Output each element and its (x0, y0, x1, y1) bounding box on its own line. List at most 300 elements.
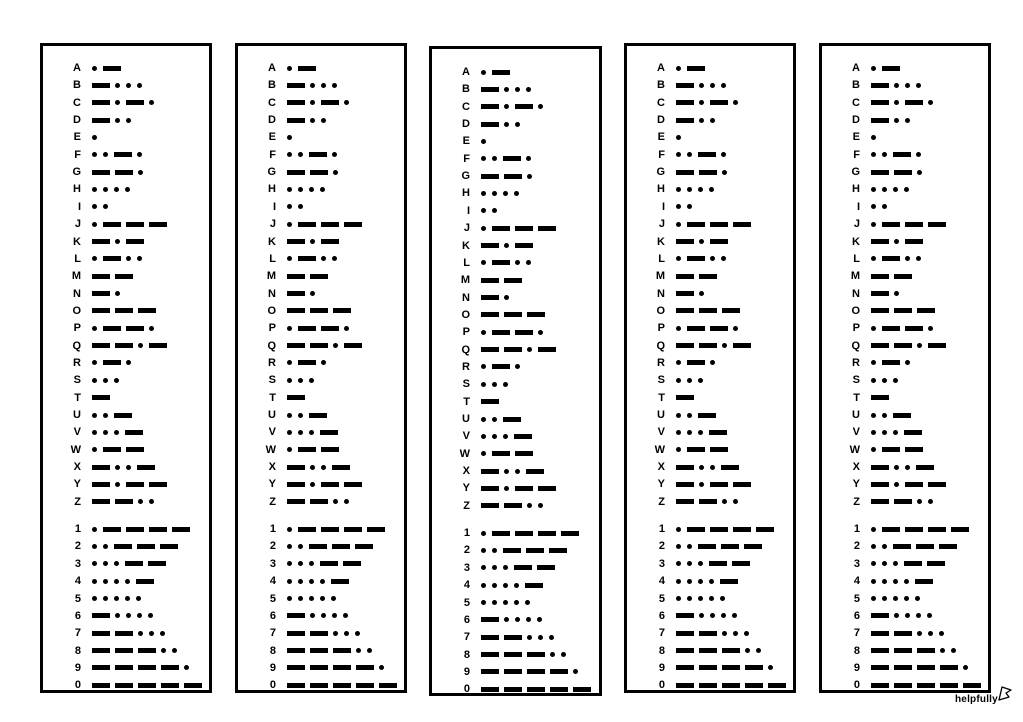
morse-dash (687, 256, 705, 261)
morse-row-d (238, 113, 404, 127)
morse-dash (504, 503, 522, 508)
morse-dot (287, 360, 292, 365)
morse-dash (321, 527, 339, 532)
morse-row-d (822, 113, 988, 127)
morse-character: P (73, 322, 81, 335)
morse-dot (871, 413, 876, 418)
morse-dot (298, 561, 303, 566)
morse-dash (287, 613, 305, 618)
morse-character: D (852, 114, 860, 127)
morse-row-b (238, 78, 404, 92)
morse-character: X (657, 461, 665, 474)
morse-dash (939, 544, 957, 549)
morse-dash (321, 447, 339, 452)
morse-dash (504, 312, 522, 317)
morse-dot (332, 83, 337, 88)
morse-dot (687, 413, 692, 418)
morse-row-w (43, 443, 209, 457)
morse-row-g (43, 165, 209, 179)
morse-dash (515, 486, 533, 491)
morse-dot (287, 378, 292, 383)
morse-dot (699, 239, 704, 244)
morse-character: L (463, 256, 470, 269)
morse-row-8 (822, 644, 988, 658)
morse-dash (92, 100, 110, 105)
morse-dash (287, 274, 305, 279)
morse-dot (481, 260, 486, 265)
morse-dot (138, 499, 143, 504)
morse-dot (481, 583, 486, 588)
morse-dot (92, 544, 97, 549)
morse-dot (940, 648, 945, 653)
morse-dot (481, 451, 486, 456)
morse-character: 4 (463, 579, 470, 592)
morse-row-j (627, 217, 793, 231)
morse-character: O (72, 304, 81, 317)
morse-dot (321, 256, 326, 261)
morse-dot (939, 631, 944, 636)
morse-dash (356, 683, 374, 688)
morse-row-h (238, 182, 404, 196)
morse-dash (379, 683, 397, 688)
morse-dot (309, 596, 314, 601)
morse-dash (676, 499, 694, 504)
morse-dash (504, 687, 522, 692)
morse-dash (871, 395, 889, 400)
morse-dash (733, 222, 751, 227)
morse-character: U (657, 409, 665, 421)
morse-dot (103, 152, 108, 157)
morse-dot (321, 83, 326, 88)
morse-dash (676, 308, 694, 313)
morse-character: 3 (853, 557, 860, 570)
morse-dash (492, 531, 510, 536)
morse-dot (310, 482, 315, 487)
morse-character: 3 (658, 557, 665, 570)
morse-dash (515, 531, 533, 536)
morse-dash (298, 222, 316, 227)
morse-dash (309, 413, 327, 418)
morse-character: T (853, 391, 860, 404)
morse-dot (894, 613, 899, 618)
morse-row-k (238, 235, 404, 249)
morse-row-v (43, 425, 209, 439)
morse-dash (309, 152, 327, 157)
morse-dot (526, 87, 531, 92)
morse-dash (126, 222, 144, 227)
morse-dash (126, 447, 144, 452)
morse-dot (287, 596, 292, 601)
morse-character: H (462, 187, 470, 200)
morse-dot (115, 482, 120, 487)
morse-dash (92, 499, 110, 504)
morse-dash (893, 152, 911, 157)
morse-dash (125, 561, 143, 566)
morse-dot (710, 613, 715, 618)
morse-dash (287, 291, 305, 296)
morse-dot (882, 596, 887, 601)
morse-row-1 (432, 526, 599, 540)
morse-dash (115, 274, 133, 279)
morse-dot (503, 382, 508, 387)
morse-dot (676, 152, 681, 157)
morse-dash (514, 434, 532, 439)
morse-character: 1 (853, 523, 860, 536)
morse-dash (676, 613, 694, 618)
morse-dot (916, 256, 921, 261)
morse-dot (687, 152, 692, 157)
morse-dot (115, 613, 120, 618)
morse-dash (699, 683, 717, 688)
morse-character: F (269, 148, 276, 161)
morse-dash (676, 665, 694, 670)
morse-character: G (656, 166, 665, 179)
morse-dot (481, 191, 486, 196)
morse-dot (894, 100, 899, 105)
morse-character: 1 (658, 523, 665, 536)
morse-dot (514, 583, 519, 588)
morse-dot (103, 413, 108, 418)
morse-row-2 (432, 543, 599, 557)
morse-dot (722, 170, 727, 175)
morse-row-g (432, 169, 599, 183)
morse-dot (103, 579, 108, 584)
morse-dot (114, 430, 119, 435)
morse-dash (905, 482, 923, 487)
morse-dash (745, 683, 763, 688)
morse-dash (687, 447, 705, 452)
morse-dot (676, 222, 681, 227)
morse-dot (125, 579, 130, 584)
morse-dash (676, 291, 694, 296)
morse-dot (92, 413, 97, 418)
morse-dot (492, 191, 497, 196)
morse-character: 0 (74, 679, 81, 692)
morse-dash (481, 87, 499, 92)
morse-dot (333, 631, 338, 636)
morse-dash (103, 256, 121, 261)
morse-dash (720, 579, 738, 584)
morse-dot (126, 83, 131, 88)
morse-dot (504, 104, 509, 109)
morse-dash (103, 66, 121, 71)
morse-character: Y (268, 478, 276, 491)
morse-dot (504, 295, 509, 300)
morse-dot (481, 600, 486, 605)
morse-row-c (432, 100, 599, 114)
morse-card-5 (819, 43, 991, 693)
morse-character: 7 (269, 627, 276, 640)
morse-dash (310, 308, 328, 313)
morse-dash (527, 652, 545, 657)
morse-dot (92, 360, 97, 365)
morse-dot (722, 631, 727, 636)
morse-dash (333, 308, 351, 313)
morse-dot (138, 170, 143, 175)
morse-dot (114, 561, 119, 566)
morse-dot (126, 360, 131, 365)
morse-dot (321, 613, 326, 618)
morse-dash (951, 527, 969, 532)
morse-dot (332, 256, 337, 261)
morse-dot (676, 579, 681, 584)
morse-dot (298, 152, 303, 157)
morse-character: G (461, 170, 470, 183)
morse-dash (515, 451, 533, 456)
morse-row-i (627, 200, 793, 214)
morse-dash (710, 326, 728, 331)
morse-character: O (461, 308, 470, 321)
morse-dot (676, 378, 681, 383)
morse-row-d (43, 113, 209, 127)
morse-card-2 (235, 43, 407, 693)
morse-row-5 (432, 596, 599, 610)
morse-character: 7 (658, 627, 665, 640)
morse-dash (92, 118, 110, 123)
morse-row-i (238, 200, 404, 214)
morse-character: 3 (269, 557, 276, 570)
morse-character: 8 (269, 644, 276, 657)
morse-dot (115, 100, 120, 105)
morse-dash (699, 274, 717, 279)
morse-row-s (627, 373, 793, 387)
morse-dash (138, 648, 156, 653)
morse-dot (882, 561, 887, 566)
morse-row-e (238, 130, 404, 144)
morse-row-f (238, 148, 404, 162)
morse-character: P (852, 322, 860, 335)
morse-dash (928, 343, 946, 348)
morse-row-t (822, 391, 988, 405)
morse-character: 1 (463, 527, 470, 540)
morse-dot (287, 413, 292, 418)
morse-dot (905, 83, 910, 88)
morse-dash (928, 527, 946, 532)
morse-dash (905, 239, 923, 244)
morse-dash (287, 83, 305, 88)
morse-character: J (74, 218, 81, 231)
morse-row-m (627, 269, 793, 283)
morse-row-8 (43, 644, 209, 658)
morse-dash (504, 174, 522, 179)
morse-dash (676, 343, 694, 348)
morse-row-c (627, 96, 793, 110)
morse-character: Y (657, 478, 665, 491)
morse-character: Q (72, 339, 81, 352)
morse-dot (928, 100, 933, 105)
morse-row-x (822, 460, 988, 474)
morse-dash (287, 239, 305, 244)
morse-dash (310, 665, 328, 670)
morse-row-m (432, 273, 599, 287)
morse-dot (503, 434, 508, 439)
morse-row-k (43, 235, 209, 249)
morse-row-t (238, 391, 404, 405)
morse-row-s (822, 373, 988, 387)
morse-dash (481, 503, 499, 508)
morse-dash (894, 648, 912, 653)
morse-dot (138, 343, 143, 348)
morse-dash (92, 274, 110, 279)
morse-dash (573, 687, 591, 692)
morse-row-m (238, 269, 404, 283)
morse-dot (492, 208, 497, 213)
morse-dash (699, 665, 717, 670)
morse-character: 0 (853, 679, 860, 692)
morse-dash (699, 308, 717, 313)
morse-row-e (822, 130, 988, 144)
morse-dot (905, 613, 910, 618)
morse-character: U (73, 409, 81, 421)
morse-dot (298, 579, 303, 584)
morse-row-5 (43, 592, 209, 606)
morse-row-v (822, 425, 988, 439)
morse-dot (343, 613, 348, 618)
morse-dot (356, 648, 361, 653)
morse-dot (561, 652, 566, 657)
morse-dash (492, 226, 510, 231)
morse-row-i (43, 200, 209, 214)
morse-row-z (627, 495, 793, 509)
morse-row-x (432, 464, 599, 478)
morse-dot (503, 565, 508, 570)
morse-dot (928, 326, 933, 331)
morse-character: W (265, 443, 276, 456)
morse-dot (904, 579, 909, 584)
morse-character: M (460, 274, 470, 287)
morse-character: C (852, 96, 860, 109)
morse-dash (940, 665, 958, 670)
morse-dot (287, 135, 292, 140)
morse-row-r (432, 360, 599, 374)
morse-character: S (657, 374, 665, 387)
morse-dot (871, 66, 876, 71)
morse-dash (138, 683, 156, 688)
morse-character: C (657, 96, 665, 109)
morse-dash (481, 469, 499, 474)
morse-character: F (853, 148, 860, 161)
morse-dot (871, 360, 876, 365)
morse-dot (687, 596, 692, 601)
morse-dash (503, 417, 521, 422)
morse-row-e (627, 130, 793, 144)
morse-row-2 (238, 539, 404, 553)
morse-row-y (238, 477, 404, 491)
morse-character: N (268, 287, 276, 300)
morse-dot (676, 596, 681, 601)
morse-dash (298, 447, 316, 452)
morse-dash (92, 170, 110, 175)
morse-dash (172, 527, 190, 532)
morse-dot (894, 239, 899, 244)
morse-dash (310, 499, 328, 504)
morse-row-7 (43, 626, 209, 640)
morse-character: 9 (853, 661, 860, 674)
morse-character: 5 (658, 592, 665, 605)
morse-dash (871, 274, 889, 279)
morse-row-j (238, 217, 404, 231)
morse-dot (492, 417, 497, 422)
morse-row-j (43, 217, 209, 231)
morse-character: P (657, 322, 665, 335)
morse-dash (514, 565, 532, 570)
morse-dash (103, 527, 121, 532)
morse-dash (871, 118, 889, 123)
morse-character: L (658, 252, 665, 265)
morse-character: 0 (463, 683, 470, 696)
morse-dot (114, 579, 119, 584)
morse-dot (137, 83, 142, 88)
morse-dash (871, 465, 889, 470)
morse-row-g (627, 165, 793, 179)
morse-dot (676, 256, 681, 261)
morse-dot (92, 579, 97, 584)
morse-dot (515, 617, 520, 622)
morse-dash (676, 170, 694, 175)
morse-dash (310, 648, 328, 653)
morse-row-0 (432, 682, 599, 696)
morse-row-j (432, 221, 599, 235)
morse-dot (698, 561, 703, 566)
morse-dot (917, 631, 922, 636)
morse-dash (481, 312, 499, 317)
morse-dash (344, 527, 362, 532)
morse-dot (768, 665, 773, 670)
morse-character: Z (269, 495, 276, 508)
morse-row-z (238, 495, 404, 509)
morse-dash (310, 274, 328, 279)
morse-row-0 (43, 678, 209, 692)
morse-dash (481, 635, 499, 640)
morse-dot (320, 596, 325, 601)
morse-character: 1 (269, 523, 276, 536)
morse-dash (103, 326, 121, 331)
morse-dash (309, 544, 327, 549)
morse-dash (503, 548, 521, 553)
morse-character: S (268, 374, 276, 387)
morse-dash (561, 531, 579, 536)
morse-dash (871, 83, 889, 88)
morse-dot (103, 544, 108, 549)
morse-row-y (432, 481, 599, 495)
morse-row-v (627, 425, 793, 439)
morse-dash (515, 226, 533, 231)
morse-character: I (661, 200, 665, 213)
morse-dash (699, 499, 717, 504)
morse-dot (916, 152, 921, 157)
morse-row-a (822, 61, 988, 75)
morse-row-2 (822, 539, 988, 553)
morse-dash (526, 548, 544, 553)
morse-character: N (73, 287, 81, 300)
morse-character: 7 (463, 631, 470, 644)
morse-dash (92, 648, 110, 653)
morse-character: X (852, 461, 860, 474)
morse-dash (722, 308, 740, 313)
morse-dash (538, 226, 556, 231)
morse-dash (355, 544, 373, 549)
morse-dash (676, 465, 694, 470)
morse-character: 6 (853, 609, 860, 622)
morse-character: B (462, 83, 470, 96)
morse-dot (481, 565, 486, 570)
morse-character: O (851, 304, 860, 317)
morse-dot (115, 83, 120, 88)
morse-dash (722, 648, 740, 653)
morse-dash (882, 447, 900, 452)
morse-dot (92, 256, 97, 261)
morse-dot (882, 152, 887, 157)
